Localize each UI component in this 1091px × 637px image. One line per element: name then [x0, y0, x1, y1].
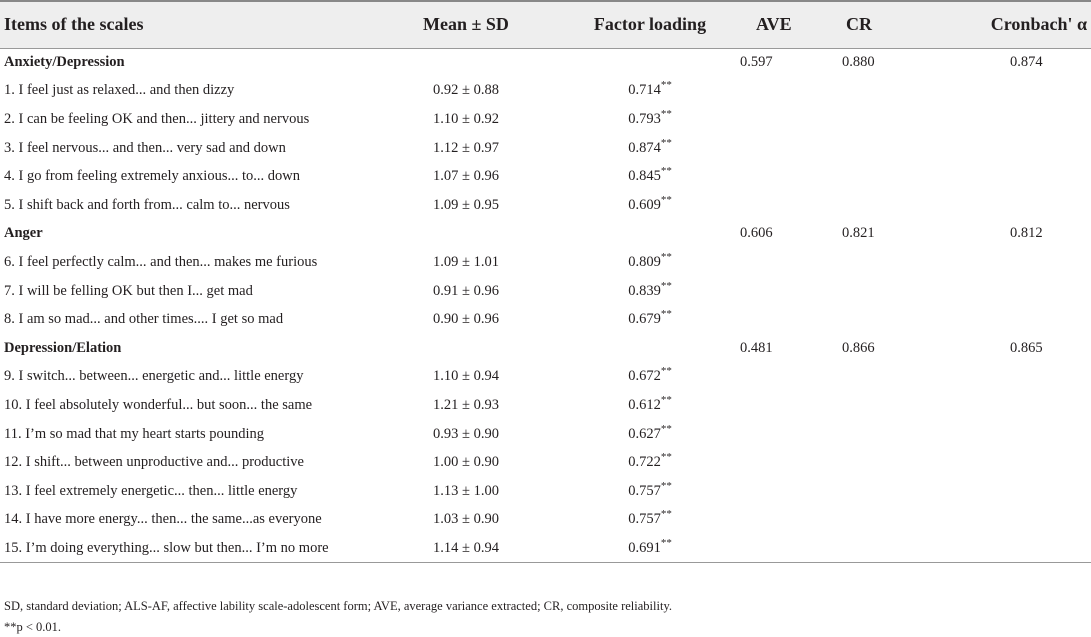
empty-cell	[738, 248, 822, 277]
factor-loading-cell	[562, 448, 738, 477]
factor-loading-cell	[562, 77, 738, 106]
factor-loading-cell	[562, 363, 738, 392]
empty-cell	[738, 534, 822, 563]
item-label: 11. I’m so mad that my heart starts pounding	[4, 425, 265, 442]
empty-cell	[738, 191, 822, 220]
empty-cell	[738, 391, 822, 420]
mean-sd-value: 1.13 ± 1.00	[433, 482, 499, 499]
header-factor-loading: Factor loading	[562, 1, 738, 48]
empty-cell	[370, 48, 562, 77]
cr-value: 0.866	[842, 339, 875, 356]
table-row	[0, 391, 1091, 420]
factor-loading-value: 0.612	[628, 396, 661, 413]
empty-cell	[928, 448, 1091, 477]
factor-loading-cell	[562, 420, 738, 449]
empty-cell	[928, 191, 1091, 220]
significance-mark: **	[660, 193, 672, 206]
item-label: 8. I am so mad... and other times.... I get so mad	[4, 311, 284, 328]
factor-loading-cell	[562, 191, 738, 220]
empty-cell	[928, 363, 1091, 392]
empty-cell	[822, 191, 928, 220]
empty-cell	[822, 420, 928, 449]
table-row	[0, 506, 1091, 535]
significance-mark: **	[660, 508, 672, 521]
empty-cell	[822, 305, 928, 334]
empty-cell	[370, 334, 562, 363]
empty-cell	[822, 105, 928, 134]
mean-sd-value: 0.92 ± 0.88	[433, 82, 499, 99]
significance-mark: **	[660, 79, 672, 92]
factor-loading-cell	[562, 391, 738, 420]
item-label: 12. I shift... between unproductive and... productive	[4, 454, 304, 471]
mean-sd-value: 0.93 ± 0.90	[433, 425, 499, 442]
mean-sd-value: 1.14 ± 0.94	[370, 534, 562, 563]
mean-sd-value: 1.10 ± 0.94	[433, 368, 499, 385]
empty-cell	[822, 277, 928, 306]
header-cronbach-alpha: Cronbach' α	[928, 1, 1091, 48]
table-row	[0, 477, 1091, 506]
section-name: Depression/Elation	[4, 339, 122, 356]
significance-mark: **	[660, 108, 672, 121]
empty-cell	[562, 48, 738, 77]
header-ave: AVE	[738, 1, 822, 48]
empty-cell	[822, 77, 928, 106]
empty-cell	[928, 534, 1091, 563]
factor-loading-cell	[562, 534, 738, 563]
table-row	[0, 305, 1091, 334]
ave-value: 0.606	[740, 225, 773, 242]
empty-cell	[738, 105, 822, 134]
mean-sd-value: 1.21 ± 0.93	[433, 396, 499, 413]
section-name: Anxiety/Depression	[4, 54, 125, 71]
factor-loading-cell	[562, 105, 738, 134]
empty-cell	[738, 363, 822, 392]
item-label: 2. I can be feeling OK and then... jittery and nervous	[4, 110, 310, 127]
header-row	[0, 1, 1091, 48]
empty-cell	[738, 477, 822, 506]
empty-cell	[928, 420, 1091, 449]
factor-loading-value: 0.609	[628, 196, 661, 213]
factor-loading-value: 0.672	[628, 368, 661, 385]
table-row	[0, 448, 1091, 477]
footnote-abbreviations: SD, standard deviation; ALS-AF, affective lability scale-adolescent form; AVE, average variance extracted; CR, composite reliability.	[4, 599, 673, 613]
empty-cell	[822, 534, 928, 563]
empty-cell	[928, 105, 1091, 134]
cronbach-alpha-value: 0.874	[1010, 54, 1043, 71]
table-body	[0, 48, 1091, 563]
table-row	[0, 363, 1091, 392]
ave-value: 0.481	[740, 339, 773, 356]
header-items: Items of the scales	[0, 1, 370, 48]
section-row	[0, 334, 1091, 363]
empty-cell	[738, 134, 822, 163]
item-label: 4. I go from feeling extremely anxious... to... down	[4, 168, 300, 185]
empty-cell	[562, 220, 738, 249]
empty-cell	[928, 391, 1091, 420]
empty-cell	[928, 477, 1091, 506]
empty-cell	[562, 334, 738, 363]
significance-mark: **	[660, 251, 672, 264]
factor-loading-cell	[562, 277, 738, 306]
empty-cell	[738, 162, 822, 191]
empty-cell	[738, 420, 822, 449]
empty-cell	[822, 134, 928, 163]
significance-mark: **	[660, 279, 672, 292]
mean-sd-value: 1.09 ± 0.95	[433, 196, 499, 213]
cronbach-alpha-value: 0.812	[1010, 225, 1043, 242]
factor-loading-cell	[562, 134, 738, 163]
empty-cell	[928, 506, 1091, 535]
factor-loading-value: 0.691	[628, 539, 661, 556]
table-row	[0, 134, 1091, 163]
empty-cell	[928, 277, 1091, 306]
item-label: 7. I will be felling OK but then I... get mad	[4, 282, 253, 299]
empty-cell	[370, 220, 562, 249]
section-row	[0, 48, 1091, 77]
table-row	[0, 248, 1091, 277]
table-row	[0, 191, 1091, 220]
item-label: 9. I switch... between... energetic and... little energy	[4, 368, 304, 385]
factor-loading-value: 0.679	[628, 311, 661, 328]
item-label: 1. I feel just as relaxed... and then dizzy	[4, 82, 235, 99]
section-name: Anger	[4, 225, 43, 242]
factor-loading-value: 0.874	[628, 139, 661, 156]
empty-cell	[928, 77, 1091, 106]
table-row	[0, 77, 1091, 106]
factor-loading-value: 0.714	[628, 82, 661, 99]
factor-loading-value: 0.757	[628, 482, 661, 499]
empty-cell	[928, 248, 1091, 277]
significance-mark: **	[660, 308, 672, 321]
cr-value: 0.880	[842, 54, 875, 71]
factor-loading-value: 0.757	[628, 511, 661, 528]
mean-sd-value: 0.90 ± 0.96	[433, 311, 499, 328]
factor-loading-value: 0.793	[628, 110, 661, 127]
significance-mark: **	[660, 422, 672, 435]
significance-mark: **	[660, 536, 672, 549]
item-label: 6. I feel perfectly calm... and then... makes me furious	[4, 253, 318, 270]
item-label: 13. I feel extremely energetic... then... little energy	[4, 482, 298, 499]
significance-mark: **	[660, 165, 672, 178]
table-row	[0, 162, 1091, 191]
factor-loading-value: 0.839	[628, 282, 661, 299]
empty-cell	[738, 277, 822, 306]
factor-loading-cell	[562, 506, 738, 535]
header-cr: CR	[822, 1, 928, 48]
empty-cell	[822, 506, 928, 535]
empty-cell	[738, 448, 822, 477]
factor-loading-cell	[562, 162, 738, 191]
table-row	[0, 277, 1091, 306]
mean-sd-value: 1.03 ± 0.90	[433, 511, 499, 528]
factor-loading-cell	[562, 305, 738, 334]
empty-cell	[822, 248, 928, 277]
item-label: 15. I’m doing everything... slow but then... I’m no more	[0, 534, 370, 563]
item-label: 3. I feel nervous... and then... very sad and down	[4, 139, 286, 156]
mean-sd-value: 1.10 ± 0.92	[433, 110, 499, 127]
empty-cell	[822, 391, 928, 420]
empty-cell	[822, 448, 928, 477]
footnote-significance: **p < 0.01.	[4, 620, 62, 634]
empty-cell	[738, 305, 822, 334]
significance-mark: **	[660, 136, 672, 149]
cr-value: 0.821	[842, 225, 875, 242]
mean-sd-value: 1.12 ± 0.97	[433, 139, 499, 156]
empty-cell	[822, 162, 928, 191]
item-label: 14. I have more energy... then... the same...as everyone	[4, 511, 322, 528]
factor-loading-cell	[562, 477, 738, 506]
empty-cell	[928, 162, 1091, 191]
empty-cell	[928, 134, 1091, 163]
mean-sd-value: 1.09 ± 1.01	[433, 253, 499, 270]
factor-loading-value: 0.627	[628, 425, 661, 442]
header-mean-sd: Mean ± SD	[370, 1, 562, 48]
table-row	[0, 420, 1091, 449]
item-label: 5. I shift back and forth from... calm to... nervous	[4, 196, 290, 213]
ave-value: 0.597	[740, 54, 773, 71]
item-label: 10. I feel absolutely wonderful... but soon... the same	[4, 396, 313, 413]
empty-cell	[738, 506, 822, 535]
significance-mark: **	[660, 479, 672, 492]
section-row	[0, 220, 1091, 249]
significance-mark: **	[660, 365, 672, 378]
factor-loading-cell	[562, 248, 738, 277]
empty-cell	[738, 77, 822, 106]
factor-loading-value: 0.722	[628, 454, 661, 471]
mean-sd-value: 0.91 ± 0.96	[433, 282, 499, 299]
empty-cell	[928, 305, 1091, 334]
factor-loading-value: 0.809	[628, 253, 661, 270]
significance-mark: **	[660, 394, 672, 407]
cronbach-alpha-value: 0.865	[1010, 339, 1043, 356]
table-row	[0, 105, 1091, 134]
mean-sd-value: 1.07 ± 0.96	[433, 168, 499, 185]
mean-sd-value: 1.00 ± 0.90	[433, 454, 499, 471]
significance-mark: **	[660, 451, 672, 464]
empty-cell	[822, 477, 928, 506]
factor-loading-value: 0.845	[628, 168, 661, 185]
table-row	[0, 534, 1091, 563]
empty-cell	[822, 363, 928, 392]
